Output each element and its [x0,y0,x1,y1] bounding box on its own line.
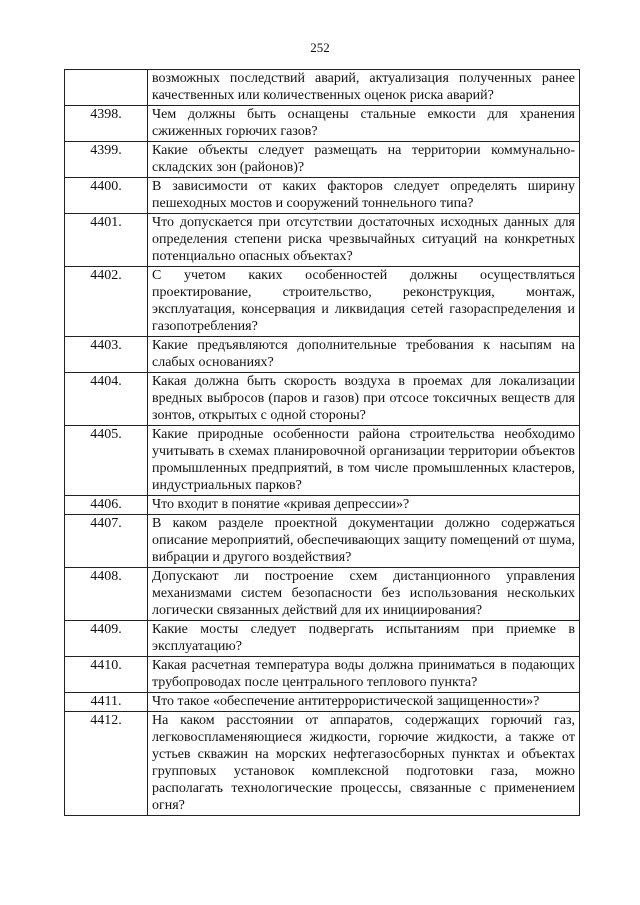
question-number [65,70,148,106]
question-text: В зависимости от каких факторов следует определять ширину пешеходных мостов и сооружений тоннельного типа? [148,178,580,214]
question-number: 4402. [65,267,148,337]
question-number: 4408. [65,568,148,621]
question-text: Какие объекты следует размещать на территории коммунально-складских зон (районов)? [148,142,580,178]
table-row [65,426,580,496]
question-text: Какие мосты следует подвергать испытаниям при приемке в эксплуатацию? [148,621,580,657]
table-row [65,373,580,426]
question-number: 4411. [65,693,148,712]
question-number: 4410. [65,657,148,693]
question-number: 4404. [65,373,148,426]
question-number: 4407. [65,515,148,568]
question-text: На каком расстоянии от аппаратов, содержащих горючий газ, легковоспламеняющиеся жидкости, горючие жидкости, а также от устьев скважин на морских нефтегазосборных пунктах и объектах групповых установок комплексной подготовки газа, можно располагать технологические процессы, связанные с применением огня? [148,712,580,816]
table-row [65,337,580,373]
question-number: 4399. [65,142,148,178]
question-text: Что допускается при отсутствии достаточных исходных данных для определения степени риска чрезвычайных ситуаций на конкретных потенциально опасных объектах? [148,214,580,267]
question-number: 4400. [65,178,148,214]
table-row [65,106,580,142]
question-text: Какие предъявляются дополнительные требования к насыпям на слабых основаниях? [148,337,580,373]
table-row [65,267,580,337]
question-number: 4403. [65,337,148,373]
question-number: 4405. [65,426,148,496]
question-text: Какие природные особенности района строительства необходимо учитывать в схемах планировочной организации территории объектов промышленных предприятий, в том числе промышленных кластеров, индустриальных парков? [148,426,580,496]
table-row [65,496,580,515]
table-row [65,657,580,693]
table-row [65,142,580,178]
page-number: 252 [310,40,330,55]
table-row [65,712,580,816]
question-text: С учетом каких особенностей должны осуществляться проектирование, строительство, реконструкция, монтаж, эксплуатация, консервация и ликвидация сетей газораспределения и газопотребления? [148,267,580,337]
question-number: 4409. [65,621,148,657]
table-row [65,568,580,621]
question-number: 4401. [65,214,148,267]
questions-table [64,69,580,816]
question-text: Что такое «обеспечение антитеррористической защищенности»? [148,693,580,712]
question-text: возможных последствий аварий, актуализация полученных ранее качественных или количественных оценок риска аварий? [148,70,580,106]
table-row [65,515,580,568]
question-text: Какая расчетная температура воды должна приниматься в подающих трубопроводах после центрального теплового пункта? [148,657,580,693]
question-text: В каком разделе проектной документации должно содержаться описание мероприятий, обеспечивающих защиту помещений от шума, вибрации и другого воздействия? [148,515,580,568]
question-number: 4398. [65,106,148,142]
question-text: Допускают ли построение схем дистанционного управления механизмами систем безопасности без использования нескольких логически связанных действий для их инициирования? [148,568,580,621]
table-row [65,693,580,712]
table-row [65,214,580,267]
question-number: 4406. [65,496,148,515]
question-text: Что входит в понятие «кривая депрессии»? [148,496,580,515]
question-text: Какая должна быть скорость воздуха в проемах для локализации вредных выбросов (паров и газов) при отсосе токсичных веществ для зонтов, открытых с одной стороны? [148,373,580,426]
question-number: 4412. [65,712,148,816]
table-row [65,621,580,657]
table-row [65,178,580,214]
question-text: Чем должны быть оснащены стальные емкости для хранения сжиженных горючих газов? [148,106,580,142]
table-row [65,70,580,106]
